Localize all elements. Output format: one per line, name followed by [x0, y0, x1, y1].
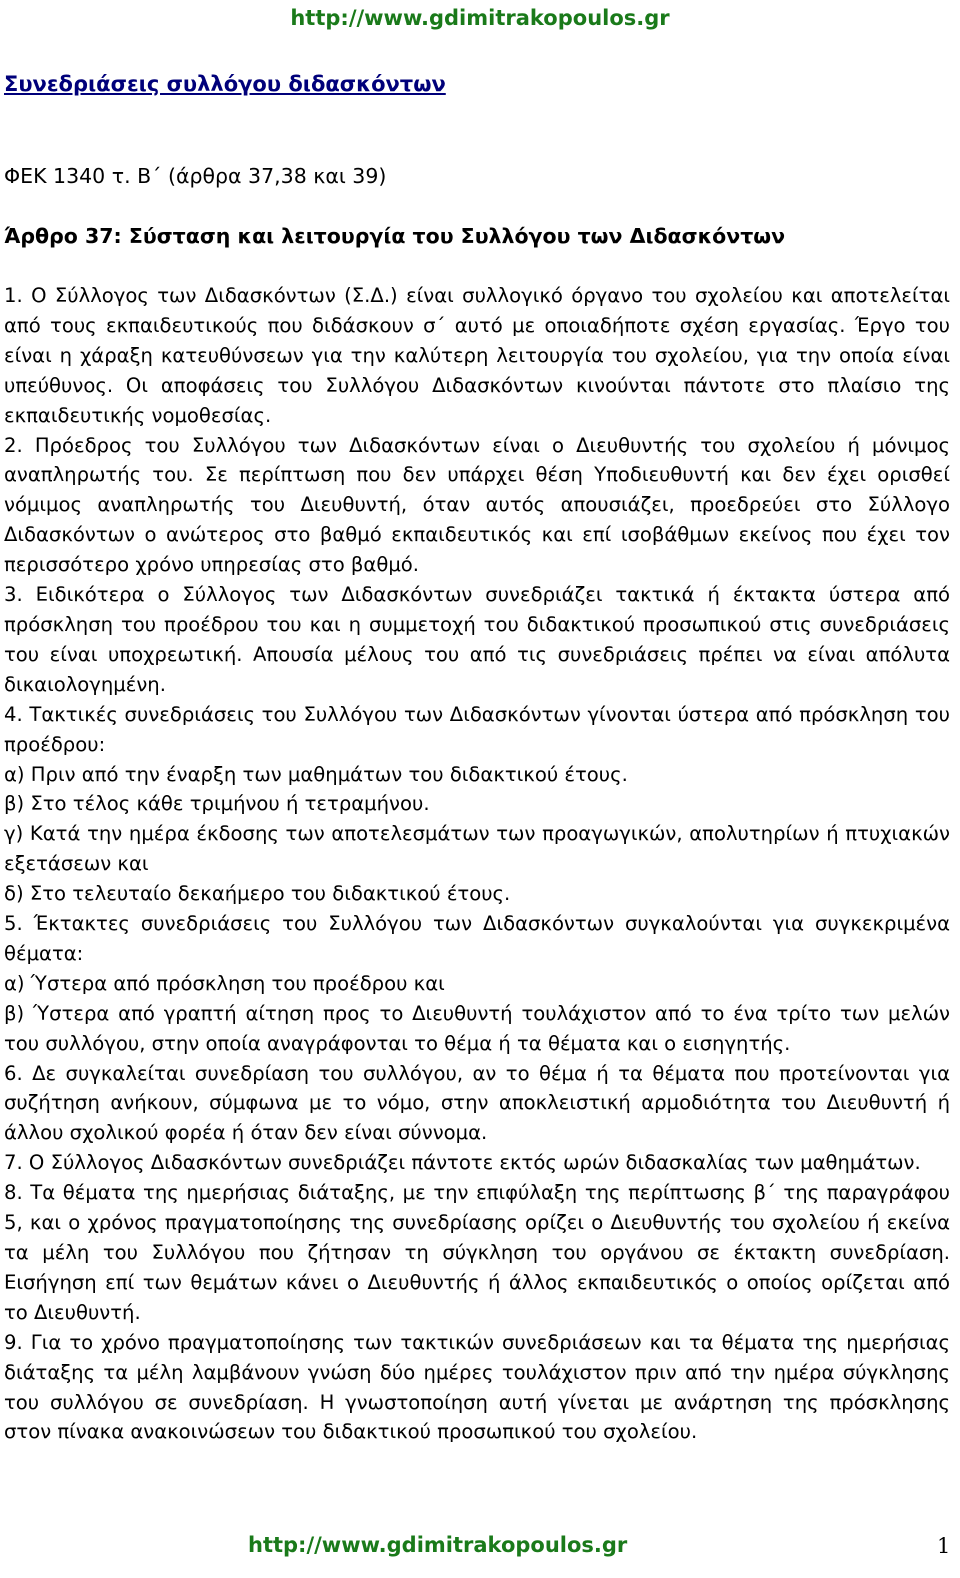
- footer-url[interactable]: http://www.gdimitrakopoulos.gr: [248, 1533, 628, 1557]
- page-title: Συνεδριάσεις συλλόγου διδασκόντων: [4, 72, 446, 96]
- header-url[interactable]: [0, 6, 960, 30]
- list-item-4c: γ) Κατά την ημέρα έκδοσης των αποτελεσμάτων των προαγωγικών, απολυτηρίων ή πτυχιακών εξετάσεων και: [4, 822, 950, 876]
- page-number: 1: [937, 1534, 951, 1558]
- article-heading: Άρθρο 37: Σύσταση και λειτουργία του Συλλόγου των Διδασκόντων: [4, 224, 786, 248]
- list-item-5a: α) Ύστερα από πρόσκληση του προέδρου και: [4, 971, 445, 995]
- paragraph-1: 1. Ο Σύλλογος των Διδασκόντων (Σ.Δ.) είναι συλλογικό όργανο του σχολείου και αποτελείται από τους εκπαιδευτικούς που διδάσκουν σ΄ αυτό με οποιαδήποτε σχέση εργασίας. Έργο του είναι η χάραξη κατευθύνσεων για την καλύτερη λειτουργία του σχολείου, για την οποία είναι υπεύθυνος. Οι αποφάσεις του Συλλόγου Διδασκόντων κινούνται πάντοτε στο πλαίσιο της εκπαιδευτικής νομοθεσίας.: [4, 284, 950, 427]
- list-item-5b: β) Ύστερα από γραπτή αίτηση προς το Διευθυντή τουλάχιστον από το ένα τρίτο των μελών του συλλόγου, στην οποία αναγράφονται το θέμα ή τα θέματα και ο εισηγητής.: [4, 1001, 950, 1055]
- paragraph-2: 2. Πρόεδρος του Συλλόγου των Διδασκόντων είναι ο Διευθυντής του σχολείου ή μόνιμος αναπληρωτής του. Σε περίπτωση που δεν υπάρχει θέση Υποδιευθυντή και δεν έχει ορισθεί νόμιμος αναπληρωτής του Διευθυντή, όταν αυτός απουσιάζει, προεδρεύει στο Σύλλογο Διδασκόντων ο ανώτερος στο βαθμό εκπαιδευτικός και επί ισοβάθμων εκείνος που έχει τον περισσότερο χρόνο υπηρεσίας στο βαθμό.: [4, 433, 950, 577]
- paragraph-9: 9. Για το χρόνο πραγματοποίησης των τακτικών συνεδριάσεων και τα θέματα της ημερήσιας διάταξης τα μέλη λαμβάνουν γνώση δύο ημέρες τουλάχιστον πριν από την ημέρα σύγκλησης του συλλόγου σε συνεδρίαση. Η γνωστοποίηση αυτή γίνεται με ανάρτηση της πρόσκλησης στον πίνακα ανακοινώσεων του διδακτικού προσωπικού του σχολείου.: [4, 1330, 950, 1444]
- paragraph-4: 4. Τακτικές συνεδριάσεις του Συλλόγου των Διδασκόντων γίνονται ύστερα από πρόσκληση του προέδρου:: [4, 702, 950, 756]
- paragraph-6: 6. Δε συγκαλείται συνεδρίαση του συλλόγου, αν το θέμα ή τα θέματα που προτείνονται για συζήτηση ανήκουν, σύμφωνα με το νόμο, στην αποκλειστική αρμοδιότητα του Διευθυντή ή άλλου σχολικού φορέα ή όταν δεν είναι σύννομα.: [4, 1061, 950, 1145]
- paragraph-5: 5. Έκτακτες συνεδριάσεις του Συλλόγου των Διδασκόντων συγκαλούνται για συγκεκριμένα θέματα:: [4, 912, 950, 965]
- list-item-4d: δ) Στο τελευταίο δεκαήμερο του διδακτικού έτους.: [4, 882, 511, 906]
- paragraph-8: 8. Τα θέματα της ημερήσιας διάταξης, με την επιφύλαξη της περίπτωσης β΄ της παραγράφου 5, και ο χρόνος πραγματοποίησης της συνεδρίασης ορίζει ο Διευθυντής του σχολείου ή εκείνα τα μέλη του Συλλόγου που ζήτησαν τη σύγκληση του οργάνου σε έκτακτη συνεδρίαση. Εισήγηση επί των θεμάτων κάνει ο Διευθυντής ή άλλος εκπαιδευτικός ο οποίος ορίζεται από το Διευθυντή.: [4, 1181, 950, 1324]
- list-item-4b: β) Στο τέλος κάθε τριμήνου ή τετραμήνου.: [4, 792, 430, 816]
- header-url-text[interactable]: http://www.gdimitrakopoulos.gr: [290, 6, 670, 30]
- fek-reference: ΦΕΚ 1340 τ. Β΄ (άρθρα 37,38 και 39): [4, 164, 387, 188]
- list-item-4a: α) Πριν από την έναρξη των μαθημάτων του διδακτικού έτους.: [4, 762, 628, 786]
- paragraph-3: 3. Ειδικότερα ο Σύλλογος των Διδασκόντων συνεδριάζει τακτικά ή έκτακτα ύστερα από πρόσκληση του προέδρου του και η συμμετοχή του διδακτικού προσωπικού στις συνεδριάσεις του είναι υποχρεωτική. Απουσία μέλους του από τις συνεδριάσεις πρέπει να είναι απόλυτα δικαιολογημένη.: [4, 583, 950, 696]
- paragraph-7: 7. Ο Σύλλογος Διδασκόντων συνεδριάζει πάντοτε εκτός ωρών διδασκαλίας των μαθημάτων.: [4, 1151, 921, 1175]
- article-body: [4, 281, 950, 1447]
